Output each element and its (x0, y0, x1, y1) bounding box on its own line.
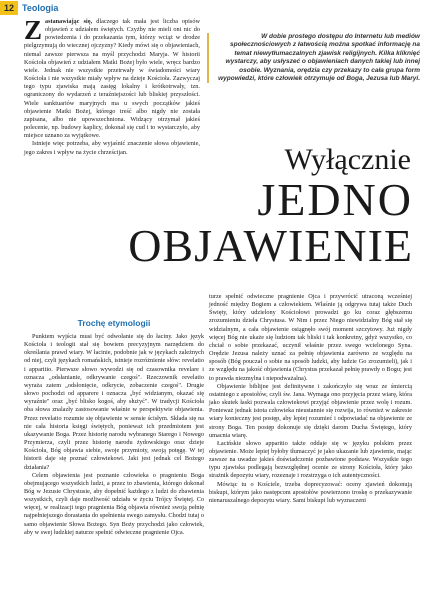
left-body-column (24, 333, 204, 537)
pull-quote: W dobie prostego dostępu do Internetu lub mediów społecznościowych z łatwością można spotkać informację na temat niewytłumaczalnych zjawisk religijnych. Kilka kliknięć wystarczy, aby usłyszeć o objawieniach danych takiej lub innej osobie. Wyznania, orędzia czy przekazy to cała grupa form wypowiedzi, które człowiek otrzymuje od Boga, Jezusa lub Maryi. (207, 33, 420, 83)
page-header (0, 0, 58, 16)
title-line-2: JEDNO (257, 174, 413, 225)
body-paragraph: Punktem wyjścia musi być odwołanie się do łaciny. Jako język Kościoła i teologii stał się bowiem precyzyjnym narzędziem do określania prawd wiary. W łacinie, podobnie jak w językach zależnych od niej, czyli językach romańskich, istnieje rozróżnienie słów: revelatio i apparitio. Pierwsze słowo wywodzi się od czasownika revelare i oznacza „odsłanianie, odkrywanie czegoś". Rzeczownik revelatio wyraża zatem „odsłonięcie, odkrycie, zobaczenie czegoś". Drugie słowo pochodzi od apparere i oznacza „być widzianym, okazać się wyraźnie" oraz „być blisko kogoś, aby służyć". W tradycji Kościoła oba słowa znalazły zastosowanie właśnie w perspektywie objawienia. Przez revelatio rozumie się objawienie w sensie ścisłym. Składa się na nie cała historia księgi świętych, ponieważ ich przedmiotem jest ukazywanie Boga. Przez historię narodu wybranego Starego i Nowego Przymierza, czyli przez historię narodu żydowskiego oraz dzieje Kościoła, Bóg objawia siebie, swoje przymioty, swoją potęgę. W tej historii daje się poznać człowiekowi. Jaki jest jednak cel Bożego działania? (24, 333, 204, 471)
intro-paragraph (24, 15, 200, 140)
body-paragraph: turze spełnić odwieczne pragnienie Ojca i przywrócić utraconą wcześniej jedność między Bogiem a człowiekiem. Właśnie ją odgrywa tutaj także Duch Święty, który udzielony Kościołowi prowadzi go ku coraz głębszemu zrozumieniu dzieła Chrystusa. W Nim i przez Niego niewidzialny Bóg stał się widzialnym, a cała objawienie osiągnęło swój moment szczytowy. Już nigdy więcej Bóg nie ukaże się ludziom tak bliski i tak konkretny, gdyż wszystko, co chciał o sobie przekazać, uczynił właśnie przez swego wcielonego Syna. Orędzie Jezusa należy uznać za pełnię objawienia zarówno ze względu na sposób (Bóg pouczał o sobie na sposób ludzki, aby ludzie Go zrozumieli), jak i ze względu na jakość objawienia (Chrystus przekazał pełnię prawdy o Bogu; jest to prawda niezmylna i niepodważalna). (209, 293, 412, 382)
intro-paragraph-2: Istnieje więc potrzeba, aby wyjaśnić znaczenie słowa objawienie, jego zakres i wpływ na życie chrześcijan. (24, 140, 200, 156)
title-line-1: Wyłącznie (284, 143, 411, 176)
section-label: Teologia (22, 3, 59, 13)
body-paragraph: Łacińskie słowo apparitio także oddaje się w języku polskim przez objawienie. Może lepiej byłoby tłumaczyć je jako ukazanie lub zjawienie, mając zawsze na uwadze jakieś doświadczenie pozbawione podstaw. Wszystkie tego typu zjawiska podlegają bezwzględnej ocenie ze strony Kościoła, który jako strażnik depozytu wiary, rozeznaje i rozstrzyga o ich autentyczności. (209, 439, 412, 480)
intro-text: dlaczego tak mała jest liczba opisów objawień z udziałem świętych. Czyżby nie mieli oni nic do powiedzenia i do przekazania tym, którzy wciąż w drodze pielgrzymują do wiecznej ojczyzny? Kiedy mówi się o objawieniach, niemal zawsze pierwsza na myśl przychodzi Maryja. W historii Kościoła objawień z udziałem Matki Bożej było wiele, wręcz bardzo wiele. Jednak nie wszystkie przetrwały w świadomości wiary Kościoła i nie wszystkie miały wpływ na dzieje Kościoła. Zazwyczaj tego typu zjawiska mają zasięg lokalny i krótkotrwały, tzn. ograniczony do wydarzeń z teraźniejszości lub bliskiej przyszłości. Wiele sanktuariów maryjnych ma u swych początków jakieś objawienie Matki Bożej, którego treść albo nigdy nie została zapisana, albo nie upowszechniona. Widzący otrzymał jakieś polecenie, np. budowy kaplicy, dokonał się cud i to wystarczyło, aby miejsce uznano za wyjątkowe. (24, 18, 200, 140)
drop-cap: Z (24, 15, 43, 45)
body-paragraph: Objawienie biblijne jest definitywne i zakończyło się wraz ze śmiercią ostatniego z apostołów, czyli św. Jana. Wymaga ono przyjęcia przez wiarę, która jako skutek łaski pozwala człowiekowi przyjąć objawienie przez wolę i rozum. Ponieważ jednak istota człowieka nieustannie się rozwija, to również w zakresie wiary konieczny jest postęp, aby lepiej rozumieć i odpowiadać na objawienie ze strony Boga. Ten postęp dokonuje się dzięki darom Ducha Świętego, który umacnia wiarę. (209, 382, 412, 439)
subheading: Trochę etymologii (77, 318, 151, 328)
body-paragraph: Mówiąc tu o Kościele, trzeba doprecyzować: oceny zjawień dokonują biskupi, którym jako następcom apostołów powierzono troskę o przekazywanie nienaruszalnego depozytu wiary. Sami biskupi lub wyznaczeni (209, 480, 412, 504)
right-body-column (209, 293, 412, 505)
page-number: 12 (0, 1, 18, 15)
body-paragraph: Celem objawienia jest poznanie człowieka o pragnieniu Boga obejmującego wszystkich ludzi, a przez to zbawienia, którego dokonał Bóg w Jezusie Chrystusie, aby dopełnić każdego z ludzi do zbawienia wszystkich, czyli daje możliwość udziału w życiu Trójcy Świętej. Co więcej, w realizacji tego pragnienia Bóg objawia również swoją pełnię najpełniejszego dorastania do spełnienia swego zamysłu. Chodzi tutaj o samo objawienie Słowa Bożego. Syn Boży przychodzi jako człowiek, aby w swej ludzkiej naturze spełnić odwieczne pragnienie Ojca. (24, 471, 204, 536)
title-line-3: OBJAWIENIE (128, 220, 413, 271)
intro-lead: astanawiając się, (45, 19, 93, 25)
intro-column (24, 15, 200, 157)
